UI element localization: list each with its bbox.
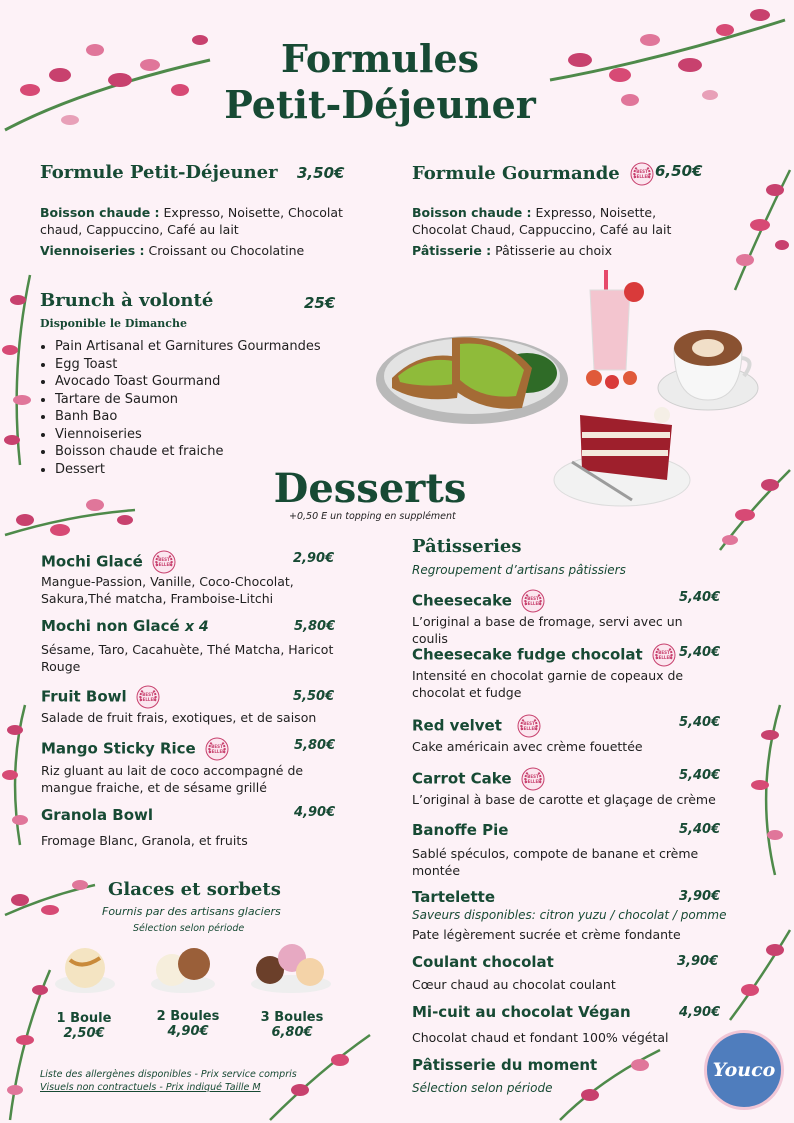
formule-gourmande-price: 6,50€: [655, 162, 703, 180]
flower-branch-right-1: [720, 160, 794, 300]
flower-branch-left-3: [0, 700, 36, 850]
formule-gourmande-title: [412, 162, 654, 186]
svg-text:SELLER: SELLER: [655, 655, 673, 660]
patisserie-desc: Cake américain avec crème fouettée: [412, 739, 643, 754]
patisserie-title-carrot-cake: [412, 767, 545, 791]
patisserie-du-moment-desc: Sélection selon période: [412, 1081, 553, 1095]
patisserie-title-tartelette: [412, 888, 495, 906]
dessert-title-fruit-bowl: [41, 685, 160, 709]
dessert-title-text: Granola Bowl: [41, 806, 154, 824]
glace-option-1: [52, 1011, 116, 1041]
best-seller-badge-icon: [205, 737, 229, 761]
patisserie-title-text: Banoffe Pie: [412, 821, 509, 839]
footer-note-allergens: Liste des allergènes disponibles - Prix service compris: [40, 1069, 297, 1080]
patisserie-desc: Cœur chaud au chocolat coulant: [412, 977, 616, 992]
best-seller-badge-icon: [136, 685, 160, 709]
avocado-toast-image: [372, 318, 572, 428]
brunch-subtitle: Disponible le Dimanche: [40, 317, 187, 330]
desserts-title: Desserts: [273, 465, 467, 512]
dessert-desc: Mangue-Passion, Vanille, Coco-Chocolat, Sakura,Thé matcha, Framboise-Litchi: [41, 574, 294, 606]
glace-option-2: [152, 1009, 224, 1039]
glace-option-price: 6,80€: [271, 1025, 313, 1040]
dessert-desc: Salade de fruit frais, exotiques, et de saison: [41, 710, 317, 725]
svg-text:SELLER: SELLER: [139, 697, 157, 702]
ice-cream-1-scoop-image: [52, 940, 118, 996]
patisserie-desc: Intensité en chocolat garnie de copeaux de chocolat et fudge: [412, 668, 684, 700]
flower-branch-right-2: [710, 460, 794, 560]
dessert-title-text: Fruit Bowl: [41, 687, 127, 706]
youco-logo: [704, 1030, 784, 1110]
best-seller-badge-icon: [521, 767, 545, 791]
patisserie-desc: L’original a base de fromage, servi avec un coulis: [412, 614, 683, 646]
patisserie-desc: Sablé spéculos, compote de banane et crème montée: [412, 846, 699, 878]
patisserie-price: 5,40€: [679, 715, 721, 730]
patisserie-title-text: Mi-cuit au chocolat Végan: [412, 1003, 631, 1021]
patisserie-price: 4,90€: [679, 1005, 721, 1020]
list-item: • Dessert: [55, 461, 321, 479]
glaces-title: Glaces et sorbets: [108, 879, 281, 900]
patisserie-price: 5,40€: [679, 645, 721, 660]
formule-pdj-line2-label: Viennoiseries :: [40, 243, 145, 258]
dessert-title-suffix: x 4: [184, 619, 209, 635]
glace-option-label: 1 Boule: [56, 1011, 112, 1026]
svg-text:SELLER: SELLER: [633, 174, 651, 179]
flower-branch-bottom-left: [0, 960, 60, 1123]
flower-branch-right-3: [740, 700, 794, 880]
title-line-1: Formules: [280, 36, 480, 81]
list-item: • Viennoiseries: [55, 426, 321, 444]
best-seller-badge-icon: [517, 714, 541, 738]
patisserie-price: 5,40€: [679, 768, 721, 783]
flower-branch-left-1: [0, 270, 40, 470]
brunch-list: [41, 338, 321, 478]
dessert-price: 2,90€: [293, 551, 335, 566]
patisseries-title: Pâtisseries: [412, 536, 522, 557]
best-seller-badge-icon: [630, 162, 654, 186]
formule-pdj-line1-text: Expresso, Noisette, Chocolat chaud, Cappuccino, Café au lait: [40, 205, 343, 237]
svg-text:SELLER: SELLER: [155, 562, 173, 567]
glaces-subtitle: Fournis par des artisans glaciers: [102, 905, 281, 918]
list-item: • Tartare de Saumon: [55, 391, 321, 409]
smoothie-image: [582, 270, 652, 390]
patisserie-title-text: Red velvet: [412, 716, 502, 735]
svg-text:SELLER: SELLER: [520, 726, 538, 731]
svg-text:BEST: BEST: [523, 721, 535, 726]
glace-option-price: 2,50€: [63, 1026, 105, 1041]
glace-option-label: 3 Boules: [260, 1010, 324, 1025]
glaces-period: Sélection selon période: [133, 923, 245, 934]
patisserie-title-text: Cheesecake: [412, 591, 512, 610]
patisserie-title-banoffe-pie: [412, 821, 508, 839]
footer-note-visuals: Visuels non contractuels - Prix indiqué Taille M: [40, 1082, 261, 1093]
flower-branch-left-4: [0, 870, 100, 930]
glace-option-price: 4,90€: [167, 1024, 209, 1039]
patisserie-title-text: Coulant chocolat: [412, 953, 554, 971]
dessert-price: 5,80€: [294, 619, 336, 634]
red-velvet-cake-image: [552, 400, 692, 510]
dessert-title-granola-bowl: [41, 806, 153, 824]
dessert-desc: Sésame, Taro, Cacahuète, Thé Matcha, Haricot Rouge: [41, 642, 334, 674]
svg-text:BEST: BEST: [636, 169, 648, 174]
svg-text:BEST: BEST: [527, 774, 539, 779]
patisserie-title-cheesecake-fudge: [412, 643, 676, 667]
patisserie-desc: L’original à base de carotte et glaçage de crème: [412, 792, 716, 807]
patisserie-flavors: Saveurs disponibles: citron yuzu / chocolat / pomme: [412, 908, 727, 922]
flower-branch-right-4: [720, 920, 794, 1030]
flower-branch-left-2: [0, 490, 140, 550]
svg-text:BEST: BEST: [658, 650, 670, 655]
formule-gourmande-title-text: Formule Gourmande: [412, 163, 620, 184]
flower-branch-top-left: [0, 20, 220, 150]
best-seller-badge-icon: [652, 643, 676, 667]
formule-gourmande-desc: [412, 204, 712, 259]
patisserie-title-cheesecake: [412, 589, 545, 613]
dessert-desc: Riz gluant au lait de coco accompagné de mangue fraiche, et de sésame grillé: [41, 763, 304, 795]
ice-cream-2-scoops-image: [148, 940, 218, 996]
patisserie-title-text: Tartelette: [412, 888, 495, 906]
formule-pdj-line2-text: Croissant ou Chocolatine: [148, 243, 305, 258]
list-item: • Boisson chaude et fraiche: [55, 443, 321, 461]
dessert-desc: Fromage Blanc, Granola, et fruits: [41, 833, 248, 848]
formule-pdj-title: Formule Petit-Déjeuner: [40, 162, 278, 183]
svg-text:SELLER: SELLER: [524, 779, 541, 784]
patisserie-desc: Chocolat chaud et fondant 100% végétal: [412, 1030, 669, 1045]
formule-gourmande-line1-label: Boisson chaude :: [412, 205, 532, 220]
svg-text:SELLER: SELLER: [524, 601, 542, 606]
svg-text:BEST: BEST: [158, 557, 170, 562]
dessert-price: 4,90€: [294, 805, 336, 820]
glace-option-label: 2 Boules: [156, 1009, 220, 1024]
dessert-title-text: Mango Sticky Rice: [41, 739, 196, 758]
list-item: • Banh Bao: [55, 408, 321, 426]
desserts-note: +0,50 E un topping en supplément: [289, 511, 456, 522]
svg-text:BEST: BEST: [142, 692, 154, 697]
patisserie-desc: Pate légèrement sucrée et crème fondante: [412, 927, 681, 942]
formule-pdj-price: 3,50€: [297, 164, 345, 182]
glace-option-3: [254, 1010, 330, 1040]
patisserie-title-du-moment: [412, 1056, 597, 1074]
brunch-title: Brunch à volonté: [40, 290, 214, 311]
list-item: • Egg Toast: [55, 356, 321, 374]
patisserie-title-text: Pâtisserie du moment: [412, 1056, 598, 1074]
patisseries-subtitle: Regroupement d’artisans pâtissiers: [412, 563, 626, 577]
dessert-title-mochi-non-glace: [41, 617, 209, 635]
ice-cream-3-scoops-image: [248, 938, 334, 996]
flower-branch-top-right: [540, 0, 794, 120]
dessert-title-text: Mochi non Glacé: [41, 617, 180, 635]
best-seller-badge-icon: [521, 589, 545, 613]
dessert-title-mochi-glace: [41, 550, 176, 574]
dessert-price: 5,80€: [294, 738, 336, 753]
svg-text:BEST: BEST: [211, 744, 223, 749]
brunch-price: 25€: [304, 294, 336, 312]
svg-text:SELLER: SELLER: [208, 749, 226, 754]
list-item: • Pain Artisanal et Garnitures Gourmandes: [55, 338, 321, 356]
formule-gourmande-line2-text: Pâtisserie au choix: [495, 243, 613, 258]
patisserie-title-mi-cuit-vegan: [412, 1003, 631, 1021]
formule-gourmande-line2-label: Pâtisserie :: [412, 243, 492, 258]
dessert-title-mango-sticky-rice: [41, 737, 229, 761]
patisserie-title-red-velvet: [412, 714, 541, 738]
patisserie-price: 3,90€: [677, 954, 719, 969]
patisserie-price: 5,40€: [679, 590, 721, 605]
dessert-title-text: Mochi Glacé: [41, 552, 143, 571]
patisserie-title-coulant-chocolat: [412, 953, 554, 971]
patisserie-title-text: Carrot Cake: [412, 769, 512, 788]
title-line-2: Petit-Déjeuner: [224, 82, 536, 127]
svg-text:BEST: BEST: [527, 596, 539, 601]
page-title: [200, 36, 560, 128]
dessert-price: 5,50€: [293, 689, 335, 704]
patisserie-price: 3,90€: [679, 889, 721, 904]
list-item: • Avocado Toast Gourmand: [55, 373, 321, 391]
logo-text: Youco: [712, 1059, 776, 1081]
patisserie-price: 5,40€: [679, 822, 721, 837]
best-seller-badge-icon: [152, 550, 176, 574]
formule-pdj-desc: [40, 204, 350, 259]
formule-pdj-line1-label: Boisson chaude :: [40, 205, 160, 220]
formule-gourmande-line1-text: Expresso, Noisette, Chocolat Chaud, Cappuccino, Café au lait: [412, 205, 672, 237]
patisserie-title-text: Cheesecake fudge chocolat: [412, 645, 643, 664]
